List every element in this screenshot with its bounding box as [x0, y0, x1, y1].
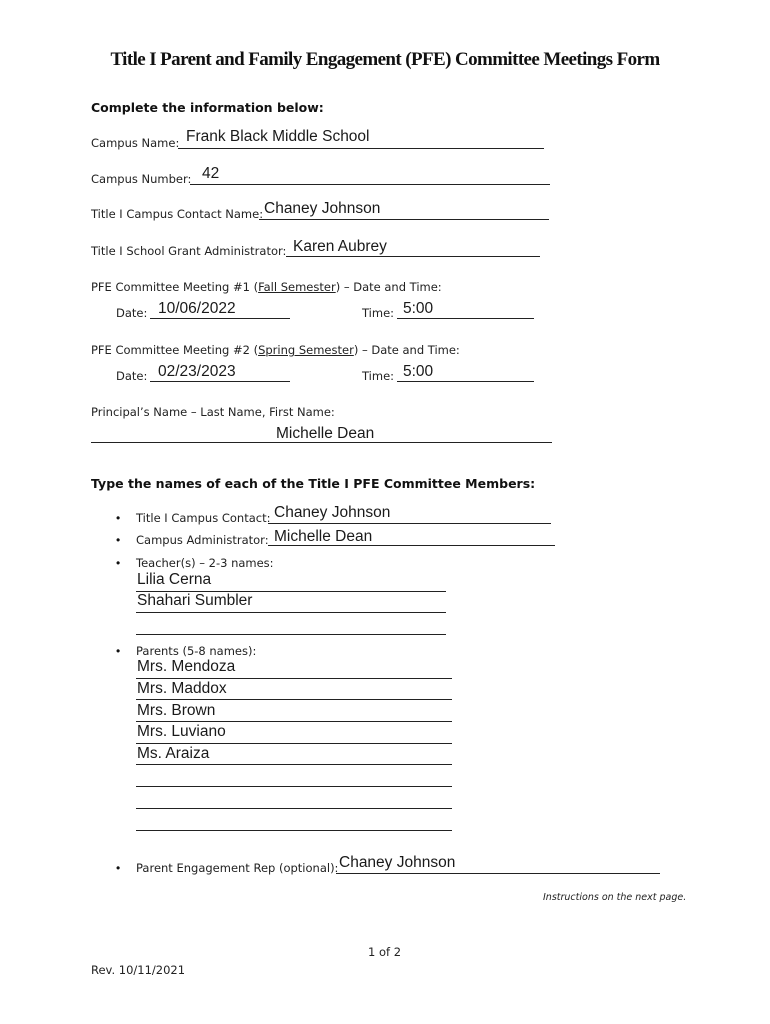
- member-contact-line: [268, 523, 551, 524]
- campus-name-line: [178, 148, 544, 149]
- bullet-icon: •: [116, 533, 121, 547]
- parent-field[interactable]: Mrs. Mendoza: [137, 658, 236, 675]
- grant-admin-label: Title I School Grant Administrator:: [91, 244, 287, 258]
- meeting1-time-field[interactable]: 5:00: [403, 300, 434, 317]
- parent-field[interactable]: Ms. Araiza: [137, 745, 210, 762]
- meeting1-label: PFE Committee Meeting #1 (Fall Semester) – Date and Time:: [91, 280, 442, 294]
- bullet-icon: •: [116, 511, 121, 525]
- meeting2-time-field[interactable]: 5:00: [403, 363, 434, 380]
- grant-admin-field[interactable]: Karen Aubrey: [293, 238, 387, 255]
- members-heading: Type the names of each of the Title I PFE Committee Members:: [91, 476, 536, 491]
- parent-field[interactable]: Mrs. Brown: [137, 702, 216, 719]
- meeting1-date-field[interactable]: 10/06/2022: [158, 300, 236, 317]
- meeting2-time-label: Time:: [362, 369, 395, 383]
- form-title: Title I Parent and Family Engagement (PFE) Committee Meetings Form: [110, 49, 660, 70]
- meeting1-time-label: Time:: [362, 306, 395, 320]
- parents-label: Parents (5-8 names):: [136, 644, 257, 658]
- parent-line: [136, 764, 452, 765]
- bullet-icon: •: [116, 556, 121, 570]
- grant-admin-line: [286, 256, 540, 257]
- member-admin-field[interactable]: Michelle Dean: [274, 528, 373, 545]
- parent-field[interactable]: Mrs. Luviano: [137, 723, 226, 740]
- engagement-rep-field[interactable]: Chaney Johnson: [339, 854, 456, 871]
- campus-name-label: Campus Name:: [91, 136, 180, 150]
- bullet-icon: •: [116, 861, 121, 875]
- complete-heading: Complete the information below:: [91, 100, 324, 115]
- parent-line: [136, 699, 452, 700]
- meeting2-date-line: [150, 381, 290, 382]
- teachers-label: Teacher(s) – 2-3 names:: [136, 556, 274, 570]
- page-number: 1 of 2: [368, 945, 402, 959]
- parent-line: [136, 743, 452, 744]
- meeting2-date-label: Date:: [116, 369, 148, 383]
- member-admin-label: Campus Administrator:: [136, 533, 269, 547]
- meeting2-semester: Spring Semester: [258, 343, 354, 357]
- parent-field[interactable]: Mrs. Maddox: [137, 680, 227, 697]
- meeting2-label: PFE Committee Meeting #2 (Spring Semester) – Date and Time:: [91, 343, 460, 357]
- principal-label: Principal’s Name – Last Name, First Name:: [91, 405, 335, 419]
- engagement-rep-line: [336, 873, 660, 874]
- contact-name-label: Title I Campus Contact Name:: [91, 207, 264, 221]
- meeting1-time-line: [397, 318, 534, 319]
- meeting1-semester: Fall Semester: [258, 280, 336, 294]
- meeting1-date-label: Date:: [116, 306, 148, 320]
- teacher-field[interactable]: Shahari Sumbler: [137, 592, 253, 609]
- parent-line: [136, 721, 452, 722]
- parent-line: [136, 830, 452, 831]
- parent-line: [136, 808, 452, 809]
- campus-number-label: Campus Number:: [91, 172, 192, 186]
- contact-name-line: [259, 219, 549, 220]
- member-contact-field[interactable]: Chaney Johnson: [274, 504, 391, 521]
- campus-number-field[interactable]: 42: [202, 165, 220, 182]
- contact-name-field[interactable]: Chaney Johnson: [264, 200, 381, 217]
- campus-name-field[interactable]: Frank Black Middle School: [186, 128, 370, 145]
- revision-label: Rev. 10/11/2021: [91, 963, 186, 977]
- meeting2-date-field[interactable]: 02/23/2023: [158, 363, 236, 380]
- member-contact-label: Title I Campus Contact:: [136, 511, 271, 525]
- meeting1-date-line: [150, 318, 290, 319]
- parent-line: [136, 678, 452, 679]
- campus-number-line: [190, 184, 550, 185]
- engagement-rep-label: Parent Engagement Rep (optional):: [136, 861, 339, 875]
- parent-line: [136, 786, 452, 787]
- bullet-icon: •: [116, 644, 121, 658]
- teacher-line: [136, 634, 446, 635]
- teacher-field[interactable]: Lilia Cerna: [137, 571, 212, 588]
- meeting2-time-line: [397, 381, 534, 382]
- principal-field[interactable]: Michelle Dean: [276, 425, 375, 442]
- teacher-line: [136, 612, 446, 613]
- instructions-note: Instructions on the next page.: [543, 892, 687, 903]
